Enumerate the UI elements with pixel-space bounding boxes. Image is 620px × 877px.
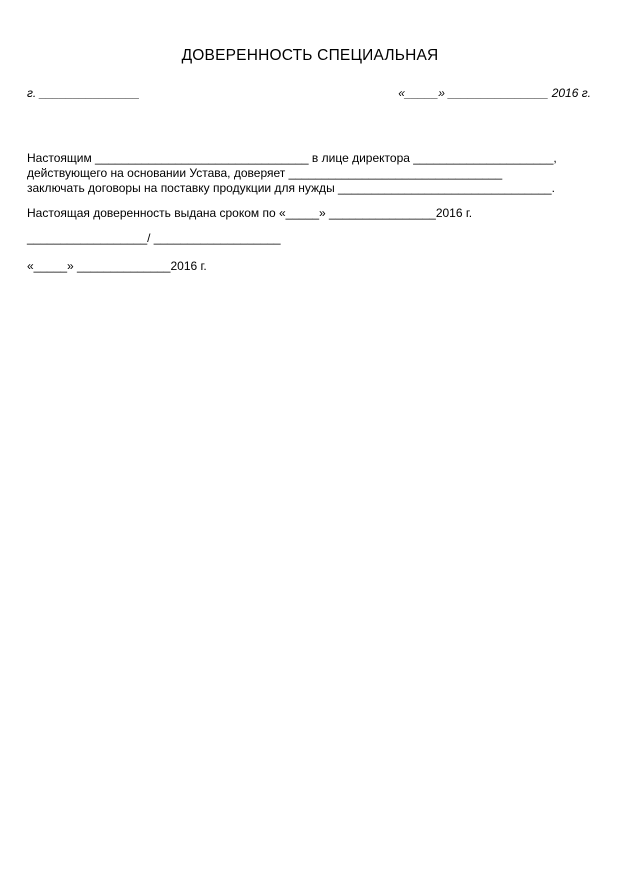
validity-line: Настоящая доверенность выдана сроком по «_____» ________________2016 г.: [27, 206, 473, 220]
document-title: ДОВЕРЕННОСТЬ СПЕЦИАЛЬНАЯ: [181, 47, 439, 64]
body-line-3: заключать договоры на поставку продукции для нужды ________________________________.: [27, 181, 555, 195]
signature-line: __________________/ ___________________: [27, 231, 281, 245]
signed-date-line: «_____» ______________2016 г.: [27, 259, 207, 273]
body-line-2: действующего на основании Устава, доверяет ________________________________: [27, 166, 503, 180]
body-line-1: Настоящим ________________________________ в лице директора _____________________,: [27, 151, 557, 165]
date-line: «_____» _______________ 2016 г.: [398, 86, 591, 100]
city-line: г. _______________: [27, 86, 140, 100]
